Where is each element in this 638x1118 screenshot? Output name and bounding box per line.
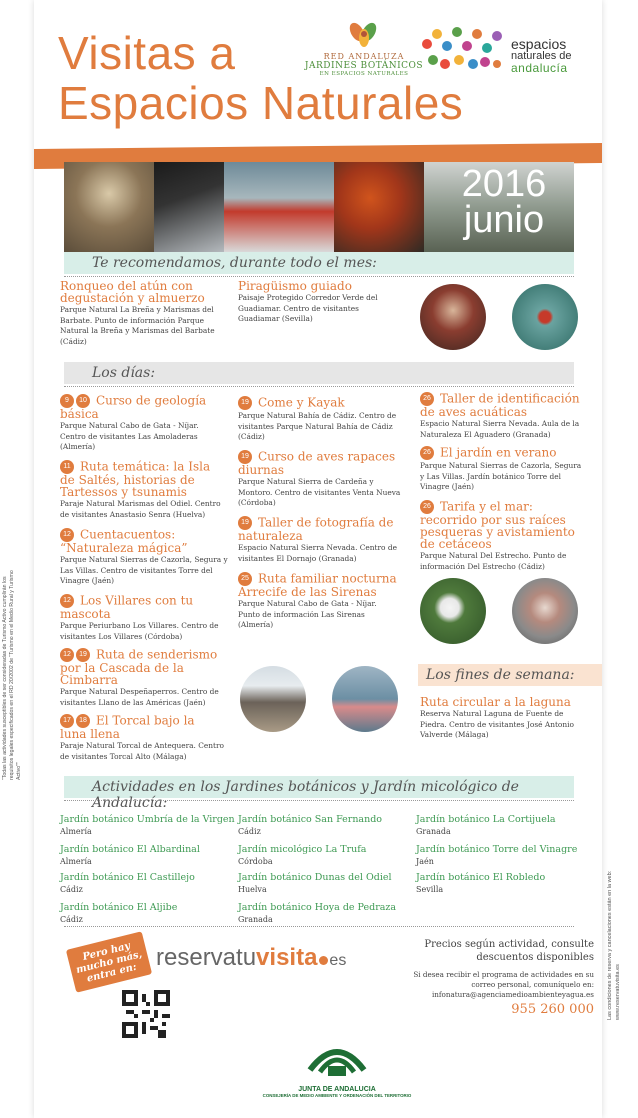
junta-name: JUNTA DE ANDALUCIA [298, 1086, 376, 1093]
event-title: Taller de fotografía de naturaleza [238, 515, 394, 543]
event-desc: Parque Periurbano Los Villares. Centro de visitantes Los Villares (Córdoba) [60, 621, 219, 641]
site-part-c: es [329, 952, 347, 969]
prices-line: Precios según actividad, consulte descuentos disponibles [424, 939, 594, 963]
recommend-item-desc: Parque Natural La Breña y Marismas del Barbate. Punto de información Parque Natural la Breña y Marismas del Barbate (Cádiz) [60, 305, 215, 346]
day-badge: 17 [60, 714, 74, 728]
phone-number: 955 260 000 [511, 1002, 594, 1017]
event-desc: Parque Natural Cabo de Gata - Níjar. Centro de visitantes Las Amoladeras (Almería) [60, 421, 199, 451]
garden-item [60, 844, 200, 867]
junta-emblem-icon [302, 1040, 372, 1080]
day-badge: 10 [76, 394, 90, 408]
event-item [60, 714, 224, 762]
colorful-figures-icon [419, 24, 507, 76]
garden-name: Jardín micológico La Trufa [238, 844, 367, 855]
promo-badge [66, 931, 152, 993]
kayak-photo [512, 284, 578, 350]
event-title: Tarifa y el mar: recorrido por sus raíces pesqueras y avistamiento de cetáceos [420, 499, 575, 551]
day-badge: 9 [60, 394, 74, 408]
event-title: Taller de identificación de aves acuáticas [420, 391, 580, 419]
garden-name: Jardín botánico El Aljibe [60, 902, 178, 913]
day-badge: 19 [76, 648, 90, 662]
vulture-photo [512, 578, 578, 644]
section-recommend-band [64, 252, 574, 274]
autumn-leaves-photo [334, 162, 424, 252]
event-title: Curso de aves rapaces diurnas [238, 449, 396, 477]
day-badge: 19 [238, 516, 252, 530]
title-line-1: Visitas a [58, 27, 236, 79]
garden-name: Jardín botánico Umbría de la Virgen [60, 814, 235, 825]
espacios-word: espacios [511, 36, 567, 52]
flamingos-photo [332, 666, 398, 732]
garden-name: Jardín botánico Dunas del Odiel [238, 872, 392, 883]
site-part-a: reservatu [156, 944, 257, 971]
divider [64, 926, 574, 927]
garden-name: Jardín botánico San Fernando [238, 814, 383, 825]
section-weekends-band [418, 664, 602, 686]
garden-item [60, 872, 195, 895]
flower-icon [345, 20, 383, 50]
day-badge: 12 [60, 648, 74, 662]
event-title: Ruta familiar nocturna Arrecife de las Sirenas [238, 571, 397, 599]
tuna-cutting-photo [420, 284, 486, 350]
kayak-paddles-photo [154, 162, 224, 252]
garden-item [238, 872, 392, 895]
garden-province: Jaén [416, 857, 434, 866]
garden-item [238, 814, 382, 837]
garden-item [238, 902, 396, 925]
garden-name: Jardín botánico El Albardinal [60, 844, 200, 855]
garden-item [60, 814, 235, 837]
garden-province: Cádiz [60, 885, 83, 894]
qr-code-icon[interactable] [122, 990, 170, 1038]
day-badge: 19 [238, 396, 252, 410]
date-month: junio [463, 199, 545, 241]
event-title: El Torcal bajo la luna llena [60, 713, 195, 741]
site-part-b: visita [256, 944, 318, 971]
event-item [238, 516, 398, 564]
newsletter-info: Si desea recibir el programa de actividades en su correo personal, comuníquelo en: infonatura@agenciamedioambienteyagua.es [413, 970, 594, 999]
garden-province: Sevilla [416, 885, 444, 894]
event-item [60, 460, 228, 520]
event-desc: Espacio Natural Sierra Nevada. Aula de la Naturaleza El Aguadero (Granada) [420, 419, 580, 439]
rafting-photo [224, 162, 334, 252]
garden-item [416, 814, 556, 837]
red-andaluza-line1: RED ANDALUZA [323, 52, 405, 61]
garden-item [238, 844, 366, 867]
day-badge: 12 [60, 528, 74, 542]
weekend-desc: Reserva Natural Laguna de Fuente de Piedra. Centro de visitantes José Antonio Valverde (Málaga) [420, 709, 574, 739]
event-title: Curso de geología básica [60, 393, 207, 421]
red-andaluza-logo [304, 20, 424, 77]
event-desc: Parque Natural Del Estrecho. Punto de información Del Estrecho (Cádiz) [420, 551, 567, 571]
event-item [60, 528, 228, 587]
torcal-rock-photo [240, 666, 306, 732]
garden-name: Jardín botánico Torre del Vinagre [416, 844, 578, 855]
garden-item [416, 844, 577, 867]
date-year: 2016 [461, 163, 547, 205]
recommend-item-title: Ronqueo del atún con degustación y almuerzo [60, 279, 205, 305]
event-item [238, 450, 404, 509]
poster [34, 0, 602, 1118]
garden-province: Cádiz [60, 915, 83, 924]
day-badge: 26 [420, 446, 434, 460]
day-badge: 26 [420, 392, 434, 406]
section-days-title: Los días: [92, 365, 156, 381]
event-desc: Parque Natural Despeñaperros. Centro de visitantes Llano de las Américas (Jaén) [60, 687, 219, 707]
espacios-naturales-logo [419, 24, 594, 84]
legal-note-left [2, 560, 32, 780]
section-gardens-title: Actividades en los Jardines botánicos y Jardín micológico de Andalucía: [92, 779, 519, 811]
event-item [420, 446, 586, 493]
junta-logo [252, 1040, 422, 1098]
recommend-item-title: Piragüismo guiado [238, 279, 352, 293]
reservatuvisita-logo[interactable] [156, 944, 346, 972]
egret-photo [420, 578, 486, 644]
garden-name: Jardín botánico La Cortijuela [416, 814, 556, 825]
event-desc: Parque Natural Cabo de Gata - Níjar. Punto de información Las Sirenas (Almería) [238, 599, 377, 629]
garden-name: Jardín botánico El Castillejo [60, 872, 195, 883]
event-title: Come y Kayak [258, 395, 345, 410]
event-desc: Parque Natural Sierras de Cazorla, Segura y Las Villas. Jardín botánico Torre del Vinagre (Jaén) [420, 461, 582, 491]
garden-province: Huelva [238, 885, 267, 894]
garden-item [416, 872, 545, 895]
event-desc: Parque Natural Sierras de Cazorla, Segura y Las Villas. Centro de visitantes Torre del Vinagre (Jaén) [60, 555, 228, 585]
legal-note-right [606, 830, 636, 1020]
section-weekends-title: Los fines de semana: [426, 667, 575, 683]
event-item [420, 392, 580, 440]
garden-province: Cádiz [238, 827, 261, 836]
garden-province: Granada [238, 915, 273, 924]
red-andaluza-line3: EN ESPACIOS NATURALES [319, 71, 409, 77]
section-gardens-band [64, 776, 574, 811]
naturales-word: naturales de [511, 50, 572, 62]
day-badge: 25 [238, 572, 252, 586]
garden-province: Almería [60, 857, 92, 866]
event-item [420, 500, 580, 572]
prices-info [394, 938, 594, 1017]
andalucia-word: andalucía [511, 61, 568, 75]
garden-province: Granada [416, 827, 451, 836]
event-item [60, 394, 224, 453]
promo-badge-text: Pero hay mucho más, entra en: [75, 940, 144, 985]
legal-note-right-text: Las condiciones de reserva y cancelaciones están en la web: www.reservatuvisita.es [607, 870, 621, 1020]
recommend-item [238, 280, 398, 325]
day-badge: 26 [420, 500, 434, 514]
event-item [60, 594, 224, 642]
garden-name: Jardín botánico El Robledo [416, 872, 546, 883]
event-item [60, 648, 224, 708]
event-title: Los Villares con tu mascota [60, 593, 194, 621]
garden-item [60, 902, 177, 925]
event-desc: Parque Natural Bahía de Cádiz. Centro de visitantes Parque Natural Bahía de Cádiz (Cádiz) [238, 411, 397, 441]
event-desc: Paraje Natural Marismas del Odiel. Centro de visitantes Anastasio Senra (Huelva) [60, 499, 221, 519]
event-title: Cuentacuentos: “Naturaleza mágica” [60, 527, 188, 555]
event-item [238, 572, 398, 631]
event-desc: Espacio Natural Sierra Nevada. Centro de visitantes El Dornajo (Granada) [238, 543, 397, 563]
legal-note-left-text: “Todas las actividades susceptibles de ser consideradas de Turismo Activo cumplirán los requisitos legales especificados en el RD 20/2002 de “Turismo en el Medio Rural y Turismo Activo”” [2, 570, 22, 780]
recommend-item [60, 280, 230, 347]
title-line-2: Espacios Naturales [58, 77, 464, 129]
garden-name: Jardín botánico Hoya de Pedraza [238, 902, 397, 913]
owl-photo [64, 162, 154, 252]
event-item [238, 396, 398, 443]
dot-icon [319, 956, 328, 965]
section-days-band [64, 362, 574, 384]
event-title: El jardín en verano [440, 445, 557, 460]
event-desc: Paraje Natural Torcal de Antequera. Centro de visitantes Torcal Alto (Málaga) [60, 741, 224, 761]
recommend-item-desc: Paisaje Protegido Corredor Verde del Guadiamar. Centro de visitantes Guadiamar (Sevilla) [238, 293, 378, 323]
junta-department: CONSEJERÍA DE MEDIO AMBIENTE Y ORDENACIÓN DEL TERRITORIO [262, 1093, 412, 1098]
day-badge: 19 [238, 450, 252, 464]
garden-province: Almería [60, 827, 92, 836]
day-badge: 18 [76, 714, 90, 728]
event-title: Ruta de senderismo por la Cascada de la Cimbarra [60, 647, 218, 687]
day-badge: 12 [60, 594, 74, 608]
weekend-item [420, 696, 584, 741]
date-label [444, 163, 564, 241]
section-recommend-title: Te recomendamos, durante todo el mes: [92, 255, 377, 271]
header-photo-band [64, 162, 574, 252]
weekend-title: Ruta circular a la laguna [420, 695, 571, 709]
day-badge: 11 [60, 460, 74, 474]
red-andaluza-line2: JARDINES BOTÁNICOS [304, 61, 424, 71]
event-title: Ruta temática: la Isla de Saltés, historias de Tartessos y tsunamis [60, 459, 211, 499]
garden-province: Córdoba [238, 857, 273, 866]
event-desc: Parque Natural Sierra de Cardeña y Montoro. Centro de visitantes Venta Nueva (Córdoba) [238, 477, 401, 507]
